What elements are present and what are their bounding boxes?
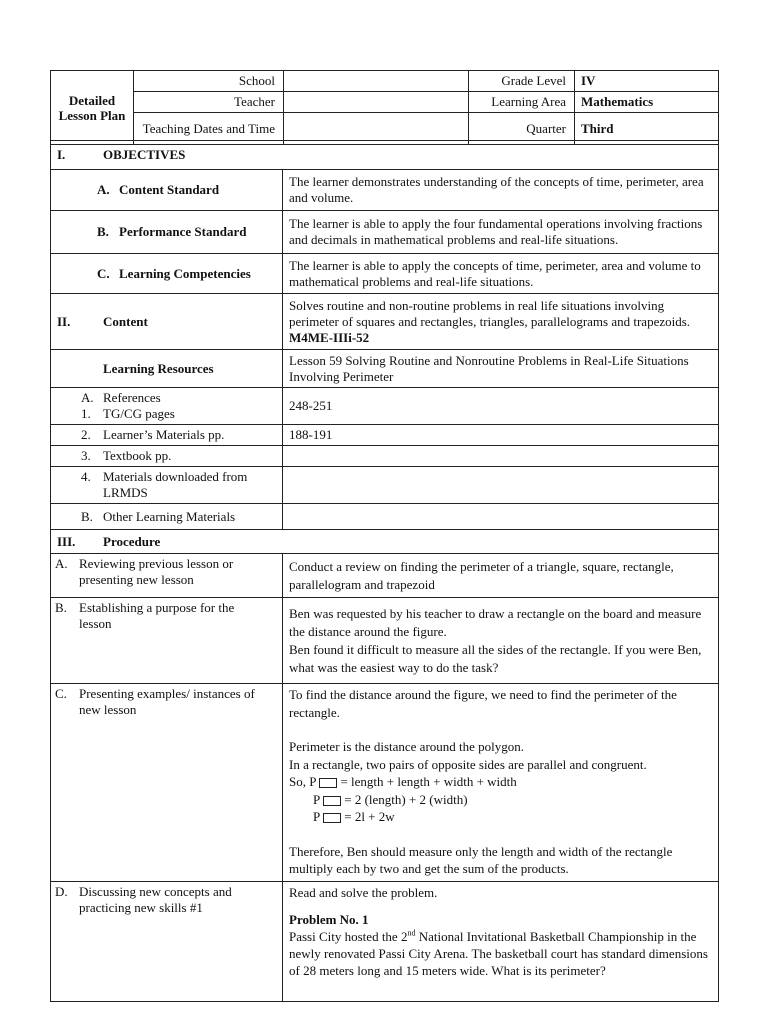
learners-materials-label: Learner’s Materials pp.	[103, 427, 225, 442]
school-label: School	[134, 71, 284, 92]
procedure-b-text	[283, 598, 719, 684]
item-letter: B.	[97, 224, 109, 239]
references-label: References	[103, 390, 161, 405]
formula-prefix: So, P	[289, 774, 317, 789]
item-label: Reviewing previous lesson or presenting new lesson	[79, 556, 234, 587]
formula-rhs: = length + length + width + width	[340, 774, 517, 789]
procedure-heading	[51, 530, 719, 554]
procedure-d-label	[51, 882, 283, 1002]
item-label: Performance Standard	[119, 224, 247, 239]
section-title: Content	[103, 313, 148, 329]
learning-resources-label: Learning Resources	[51, 350, 283, 388]
grade-level-label: Grade Level	[469, 71, 575, 92]
formula-rhs: = 2l + 2w	[344, 809, 395, 824]
other-materials-cell	[51, 504, 283, 530]
paragraph: Read and solve the problem.	[289, 885, 438, 900]
procedure-d-text	[283, 882, 719, 1002]
procedure-a-text: Conduct a review on finding the perimeter of a triangle, square, rectangle, parallelogram and trapezoid	[283, 554, 719, 598]
procedure-c-text	[283, 684, 719, 882]
problem-text-start: Passi City hosted the 2	[289, 929, 408, 944]
learners-materials-cell	[51, 425, 283, 446]
paragraph: To find the distance around the figure, we need to find the perimeter of the rectangle.	[289, 687, 677, 720]
lrmds-label: Materials downloaded from LRMDS	[103, 469, 248, 500]
plan-title: Detailed Lesson Plan	[51, 71, 134, 145]
formula-rhs: = 2 (length) + 2 (width)	[344, 791, 468, 807]
lrmds-value	[283, 467, 719, 504]
formula-prefix: P	[313, 809, 321, 824]
item-label: Presenting examples/ instances of new lesson	[79, 686, 255, 717]
section-number: II.	[57, 313, 71, 329]
item-label: Discussing new concepts and practicing new skills #1	[79, 884, 232, 915]
performance-standard-label	[51, 211, 283, 254]
paragraph: Ben was requested by his teacher to draw a rectangle on the board and measure the distance around the figure.	[289, 605, 702, 639]
learners-materials-value: 188-191	[283, 425, 719, 446]
section-title: Procedure	[103, 533, 161, 549]
procedure-a-label	[51, 554, 283, 598]
textbook-cell	[51, 446, 283, 467]
learning-competencies-label	[51, 254, 283, 294]
problem-title: Problem No. 1	[289, 912, 369, 927]
other-materials-value	[283, 504, 719, 530]
ordinal-suffix: nd	[407, 928, 416, 938]
item-letter: A.	[97, 182, 110, 197]
formula-line-2	[289, 791, 712, 809]
procedure-c-label	[51, 684, 283, 882]
item-number: 1.	[81, 406, 91, 421]
section-number: III.	[57, 533, 76, 549]
item-letter: A.	[81, 390, 94, 405]
quarter-label: Quarter	[469, 113, 575, 145]
performance-standard-text: The learner is able to apply the four fundamental operations involving fractions and decimals in mathematical problems and real-life situations.	[283, 211, 719, 254]
section-title: OBJECTIVES	[103, 147, 186, 162]
formula-prefix: P	[313, 791, 321, 807]
objectives-heading	[51, 141, 719, 170]
teacher-label: Teacher	[134, 92, 284, 113]
item-letter: C.	[97, 265, 110, 281]
lesson-plan-body	[50, 140, 719, 1002]
competency-code: M4ME-IIIi-52	[289, 329, 370, 345]
quarter-value: Third	[575, 113, 719, 145]
other-materials-label: Other Learning Materials	[103, 508, 236, 524]
paragraph: In a rectangle, two pairs of opposite sides are parallel and congruent.	[289, 756, 647, 772]
problem-text-rest: National Invitational Basketball Championship in the newly renovated Passi City Arena. The basketball court has standard dimensions of 28 meters long and 15 meters wide. What is its perimeter?	[289, 929, 708, 978]
formula-box	[323, 813, 341, 823]
textbook-value	[283, 446, 719, 467]
item-letter: B.	[55, 600, 67, 615]
item-letter: D.	[55, 884, 68, 899]
lesson-plan-header	[50, 70, 719, 145]
formula-box	[323, 796, 341, 806]
content-description: Solves routine and non-routine problems in real life situations involving perimeter of squares and rectangles, triangles, parallelograms and trapezoids.	[289, 297, 691, 329]
item-letter: A.	[55, 556, 68, 571]
item-letter: B.	[81, 508, 93, 524]
section-number: I.	[57, 147, 66, 162]
grade-level-value: IV	[575, 71, 719, 92]
item-number: 4.	[81, 469, 91, 484]
paragraph: Ben found it difficult to measure all the sides of the rectangle. If you were Ben, what was the easiest way to do the task?	[289, 641, 702, 675]
teacher-field[interactable]	[284, 92, 469, 113]
formula-box	[319, 778, 337, 788]
teaching-dates-label: Teaching Dates and Time	[134, 113, 284, 145]
learning-competencies-text: The learner is able to apply the concepts of time, perimeter, area and volume to mathematical problems and real-life situations.	[283, 254, 719, 294]
tg-cg-label: TG/CG pages	[103, 406, 175, 421]
content-heading	[51, 294, 283, 350]
tg-cg-value: 248-251	[283, 388, 719, 425]
lrmds-cell	[51, 467, 283, 504]
item-label: Establishing a purpose for the lesson	[79, 600, 235, 631]
item-letter: C.	[55, 686, 67, 701]
learning-area-value: Mathematics	[575, 92, 719, 113]
content-standard-text: The learner demonstrates understanding of the concepts of time, perimeter, area and volume.	[283, 170, 719, 211]
content-standard-label	[51, 170, 283, 211]
problem-text	[289, 928, 712, 979]
item-number: 3.	[81, 448, 91, 463]
references-cell	[51, 388, 283, 425]
formula-line-3	[289, 808, 712, 826]
item-number: 2.	[81, 427, 91, 442]
procedure-b-label	[51, 598, 283, 684]
school-field[interactable]	[284, 71, 469, 92]
learning-area-label: Learning Area	[469, 92, 575, 113]
paragraph: Perimeter is the distance around the polygon.	[289, 739, 525, 754]
item-label: Content Standard	[119, 182, 220, 197]
content-text	[283, 294, 719, 350]
paragraph: Therefore, Ben should measure only the length and width of the rectangle multiply each by two and get the sum of the products.	[289, 843, 673, 876]
textbook-label: Textbook pp.	[103, 448, 172, 463]
item-label: Learning Competencies	[119, 265, 251, 281]
formula-line-1	[289, 773, 712, 791]
learning-resources-text: Lesson 59 Solving Routine and Nonroutine Problems in Real-Life Situations Involving Perimeter	[283, 350, 719, 388]
